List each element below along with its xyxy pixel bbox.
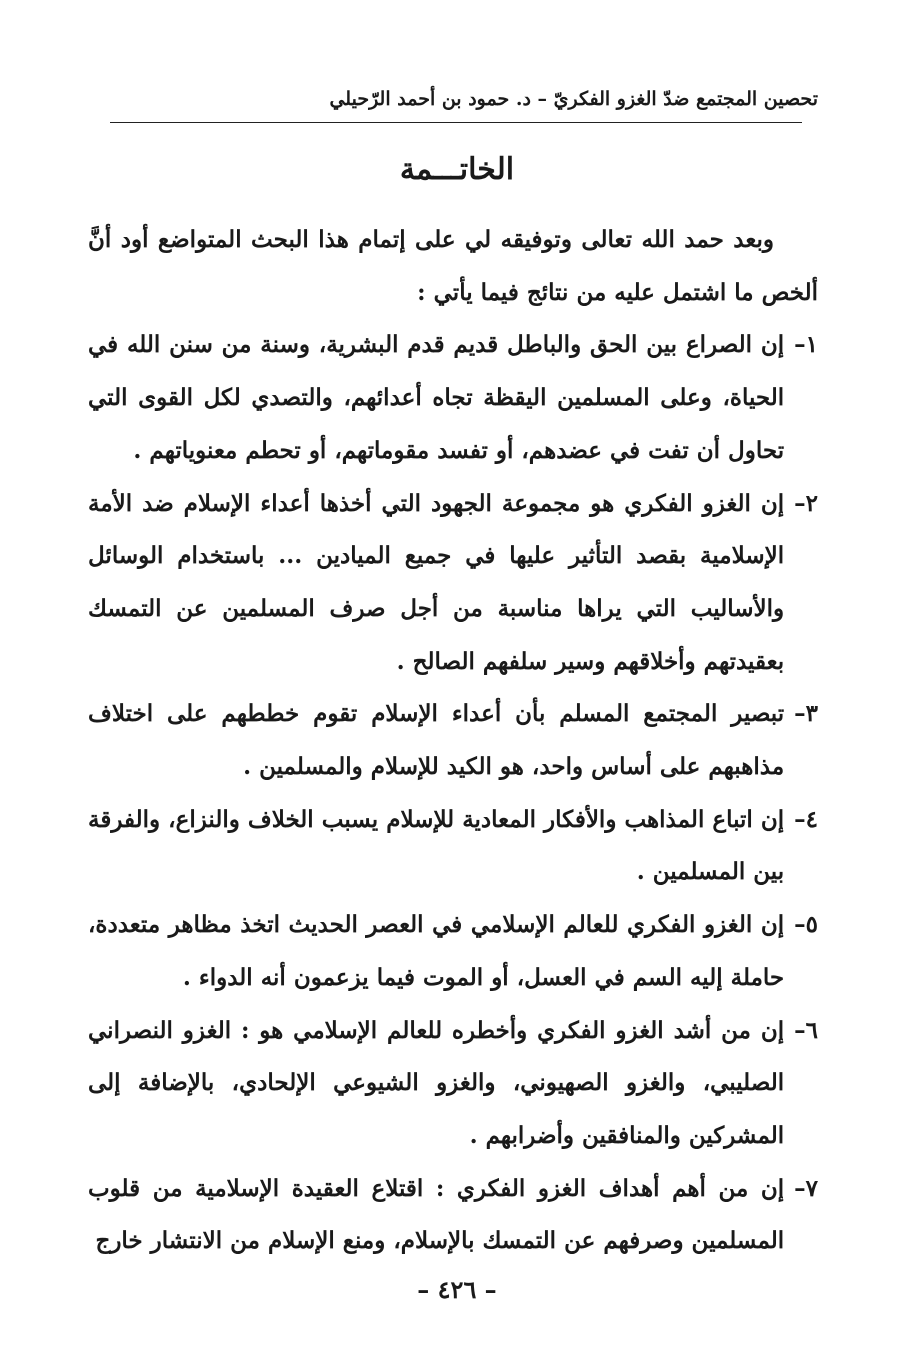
item-text: إن الغزو الفكري للعالم الإسلامي في العصر الحديث اتخذ مظاهر متعددة، حاملة إليه السم في العسل، أو الموت فيما يزعمون أنه الدواء . — [88, 911, 785, 991]
item-number: ٤– — [794, 805, 818, 833]
result-item-2 — [88, 478, 818, 689]
result-item-4 — [88, 794, 818, 899]
item-number: ٦– — [794, 1016, 818, 1044]
header-divider — [110, 122, 802, 123]
item-text: تبصير المجتمع المسلم بأن أعداء الإسلام تقوم خططهم على اختلاف مذاهبهم على أساس واحد، هو الكيد للإسلام والمسلمين . — [88, 700, 785, 781]
result-item-6 — [88, 1005, 818, 1163]
item-text: إن من أهم أهداف الغزو الفكري : اقتلاع العقيدة الإسلامية من قلوب المسلمين وصرفهم عن التمسك بالإسلام، ومنع الإسلام من الانتشار خارج — [88, 1174, 785, 1255]
item-text: إن من أشد الغزو الفكري وأخطره للعالم الإسلامي هو : الغزو النصراني الصليبي، والغزو الصهيوني، والغزو الشيوعي الإلحادي، بالإضافة إلى المشركين والمنافقين وأضرابهم . — [88, 1016, 785, 1149]
item-number: ٥– — [794, 911, 818, 939]
intro-paragraph: وبعد حمد الله تعالى وتوفيقه لي على إتمام هذا البحث المتواضع أود أنَّ ألخص ما اشتمل عليه من نتائج فيما يأتي : — [88, 226, 818, 306]
item-number: ٧– — [794, 1174, 818, 1202]
item-text: إن اتباع المذاهب والأفكار المعادية للإسلام يسبب الخلاف والنزاع، والفرقة بين المسلمين . — [88, 805, 785, 886]
item-text: إن الصراع بين الحق والباطل قديم قدم البشرية، وسنة من سنن الله في الحياة، وعلى المسلمين اليقظة تجاه أعدائهم، والتصدي لكل القوى التي تحاول أن تفت في عضدهم، أو تفسد مقوماتهم، أو تحطم معنوياتهم . — [88, 331, 785, 464]
section-title: الخاتـــمة — [399, 152, 515, 187]
item-text: إن الغزو الفكري هو مجموعة الجهود التي أخذها أعداء الإسلام ضد الأمة الإسلامية بقصد التأثير عليها في جميع الميادين ... باستخدام الوسائل والأساليب التي يراها مناسبة من أجل صرف المسلمين عن التمسك بعقيدتهم وأخلاقهم وسير سلفهم الصالح . — [88, 489, 785, 675]
item-number: ١– — [794, 331, 818, 359]
item-number: ٣– — [794, 700, 818, 728]
body-text — [88, 214, 818, 1268]
page-number: – ٤٢٦ – — [417, 1275, 497, 1304]
running-header: تحصين المجتمع ضدّ الغزو الفكريّ – د. حمود بن أحمد الرّحيلي — [329, 88, 818, 110]
result-item-1 — [88, 319, 818, 477]
result-item-5 — [88, 899, 818, 1004]
item-number: ٢– — [794, 489, 818, 517]
result-item-3 — [88, 688, 818, 793]
result-item-7 — [88, 1163, 818, 1268]
